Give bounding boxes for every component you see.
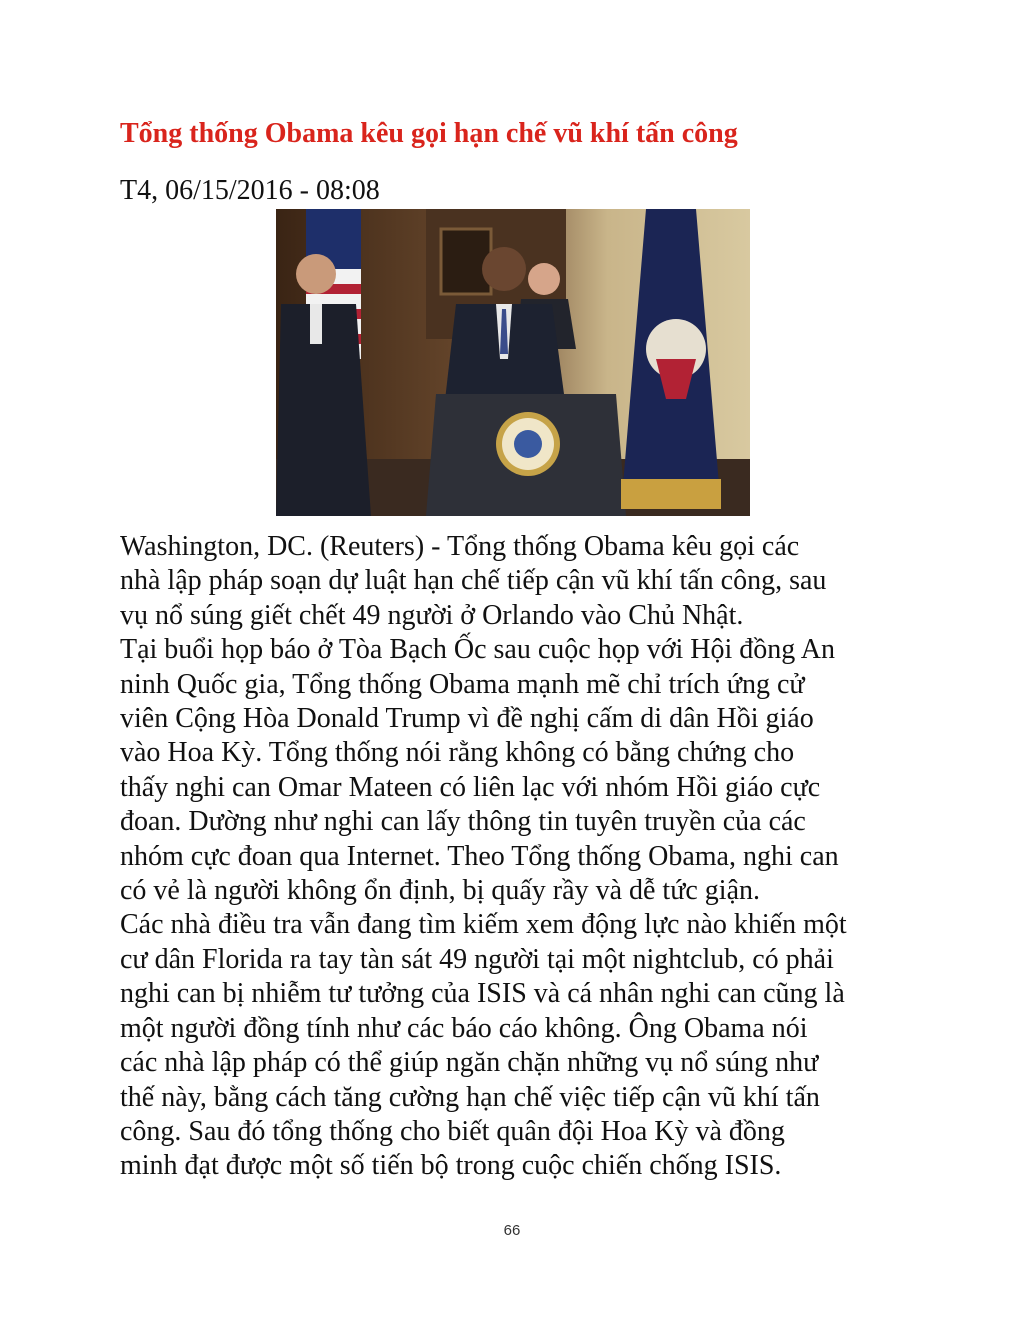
body-line: nhà lập pháp soạn dự luật hạn chế tiếp cận vũ khí tấn công, sau: [120, 565, 827, 597]
page-number: 66: [503, 1222, 521, 1239]
body-line: vụ nổ súng giết chết 49 người ở Orlando vào Chủ Nhật.: [120, 599, 744, 631]
body-line: thế này, bằng cách tăng cường hạn chế việc tiếp cận vũ khí tấn: [120, 1081, 820, 1113]
body-line: Các nhà điều tra vẫn đang tìm kiếm xem động lực nào khiến một: [120, 909, 847, 941]
body-line: nghi can bị nhiễm tư tưởng của ISIS và cá nhân nghi can cũng là: [120, 978, 845, 1010]
body-line: có vẻ là người không ổn định, bị quấy rầy và dễ tức giận.: [120, 875, 761, 907]
body-line: đoan. Dường như nghi can lấy thông tin tuyên truyền của các: [120, 806, 806, 838]
body-line: công. Sau đó tổng thống cho biết quân đội Hoa Kỳ và đồng: [120, 1115, 785, 1147]
body-line: thấy nghi can Omar Mateen có liên lạc với nhóm Hồi giáo cực: [120, 771, 821, 803]
body-line: các nhà lập pháp có thể giúp ngăn chặn những vụ nổ súng như: [120, 1047, 819, 1079]
body-line: Washington, DC. (Reuters) - Tổng thống Obama kêu gọi các: [120, 531, 800, 562]
article-date: T4, 06/15/2016 - 08:08: [120, 175, 380, 206]
body-line: cư dân Florida ra tay tàn sát 49 người tại một nightclub, có phải: [120, 943, 834, 975]
body-line: viên Cộng Hòa Donald Trump vì đề nghị cấm di dân Hồi giáo: [120, 703, 814, 735]
body-line: nhóm cực đoan qua Internet. Theo Tổng thống Obama, nghi can: [120, 840, 839, 872]
press-conference-photo: [276, 209, 750, 516]
body-line: vào Hoa Kỳ. Tổng thống nói rằng không có bằng chứng cho: [120, 737, 795, 769]
body-line: một người đồng tính như các báo cáo không. Ông Obama nói: [120, 1012, 808, 1044]
body-line: minh đạt được một số tiến bộ trong cuộc chiến chống ISIS.: [120, 1150, 782, 1182]
body-line: ninh Quốc gia, Tổng thống Obama mạnh mẽ chỉ trích ứng cử: [120, 668, 805, 700]
body-line: Tại buổi họp báo ở Tòa Bạch Ốc sau cuộc họp với Hội đồng An: [120, 634, 835, 666]
article-title: Tổng thống Obama kêu gọi hạn chế vũ khí tấn công: [120, 118, 738, 149]
article-body: [120, 530, 920, 1184]
